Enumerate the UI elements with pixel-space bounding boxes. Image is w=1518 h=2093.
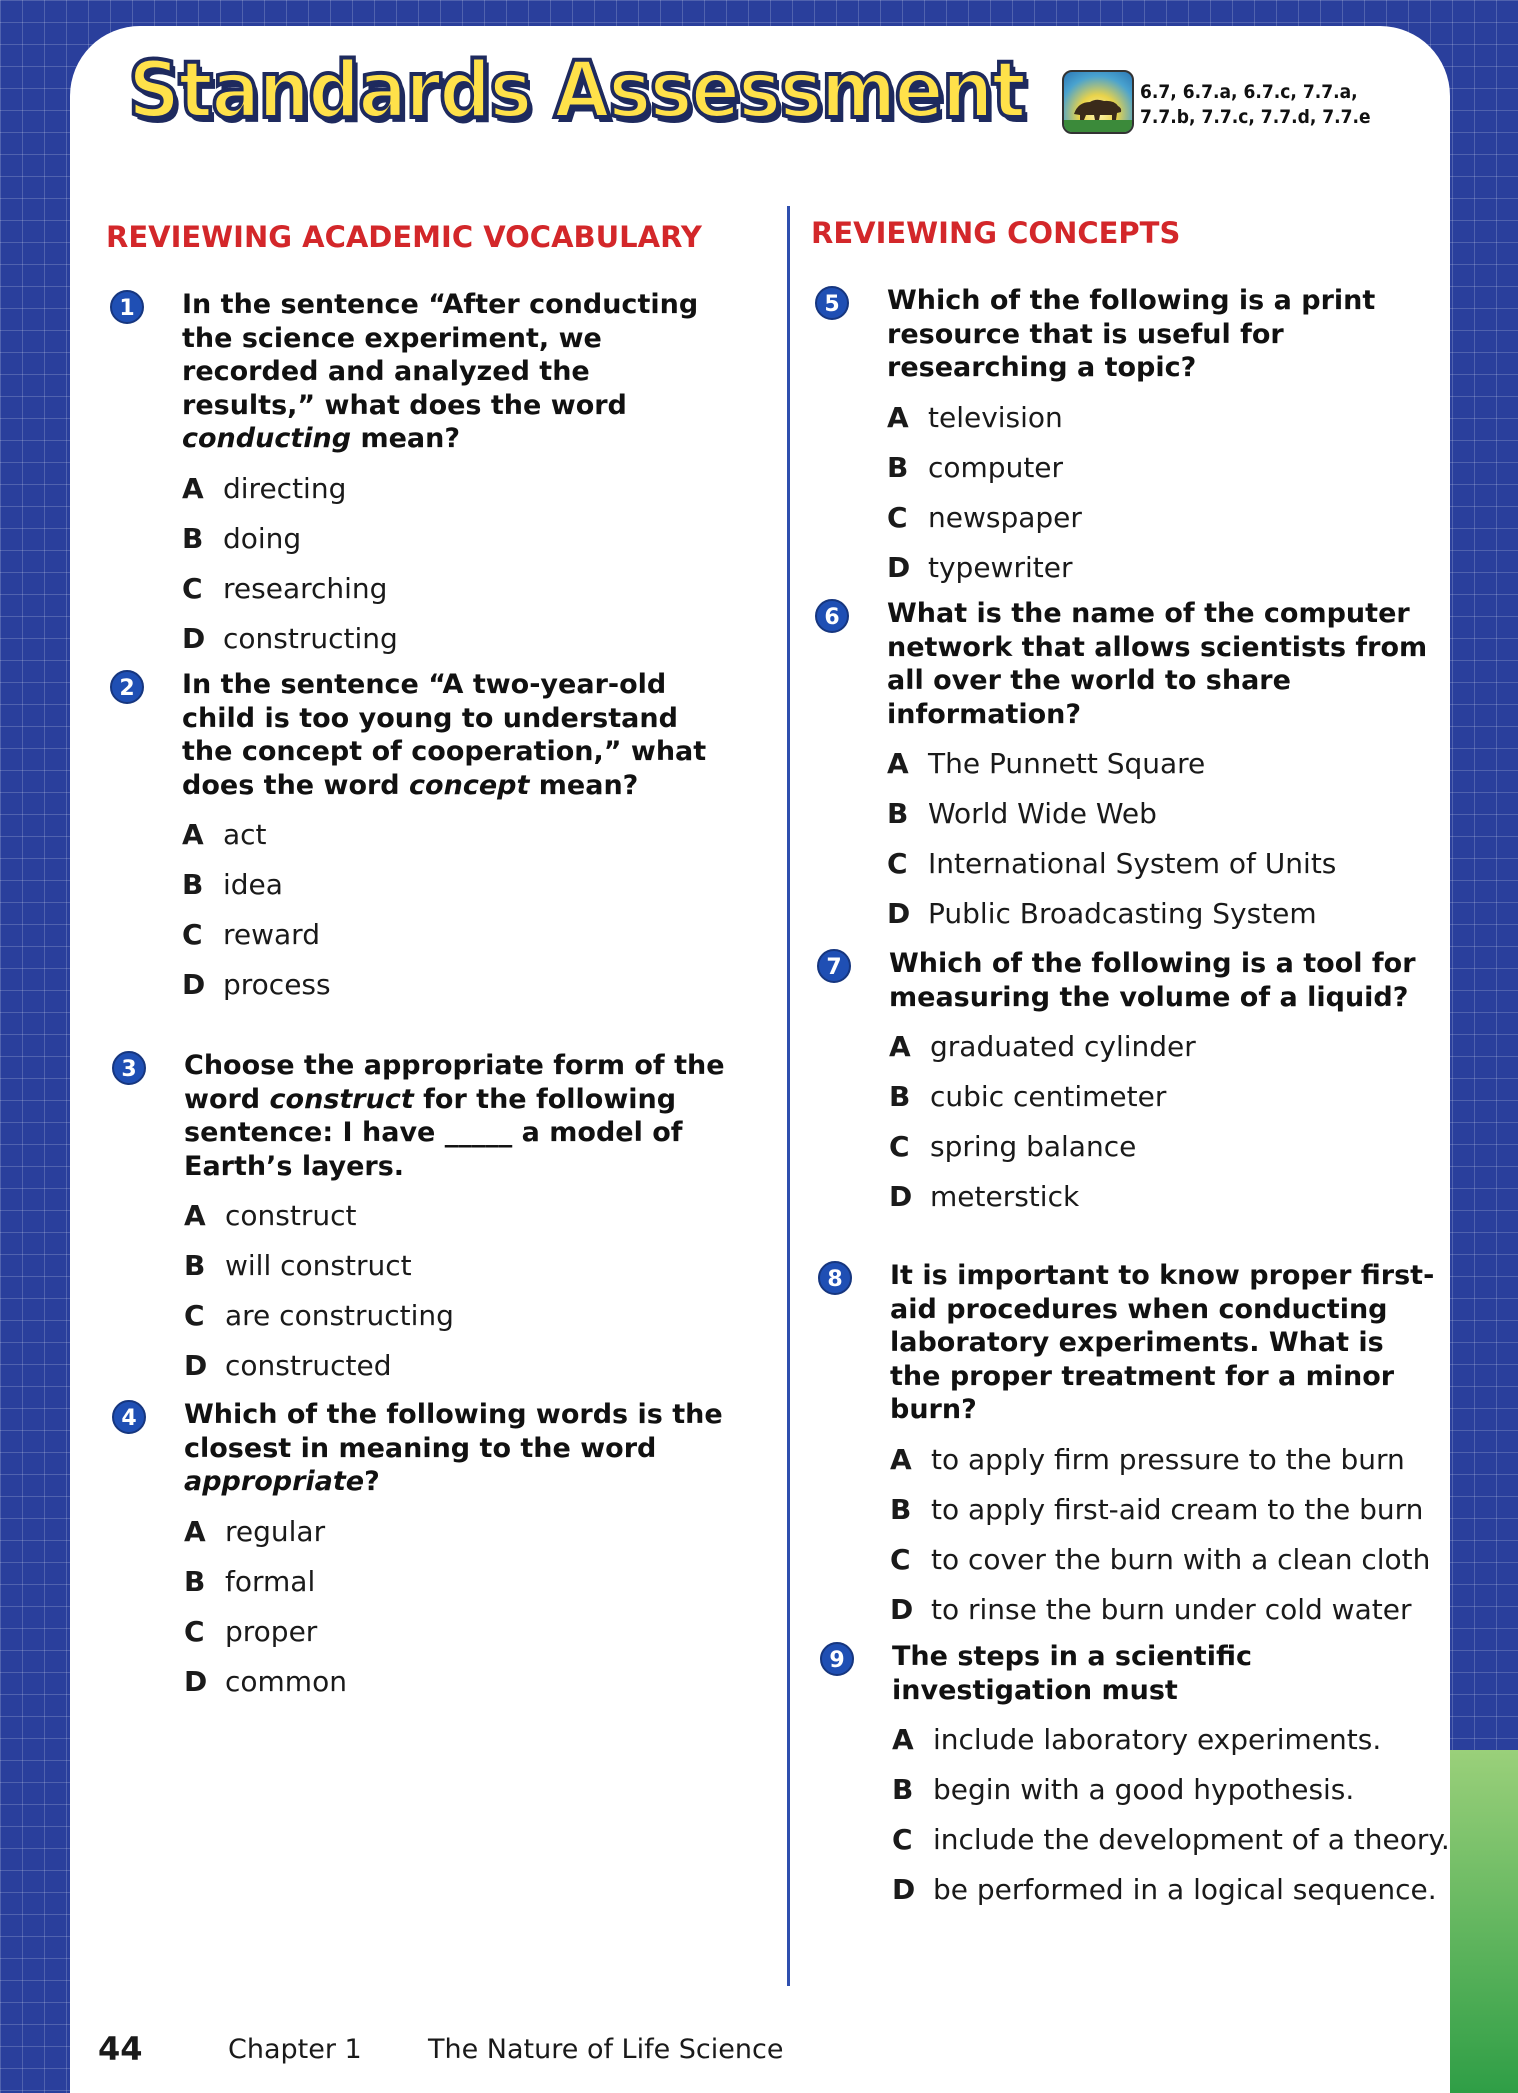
- page-number: 44: [98, 2030, 143, 2068]
- concepts-heading: REVIEWING CONCEPTS: [811, 216, 1181, 250]
- question-text: In the sentence “After conducting the science experiment, we recorded and analyzed the results,” what does the word conducting mean?: [182, 289, 699, 454]
- answer-choice[interactable]: C researching: [182, 571, 388, 605]
- question-text: It is important to know proper first-aid procedures when conducting laboratory experiments. What is the proper treatment for a minor burn?: [890, 1260, 1435, 1425]
- california-bear-icon: [1062, 70, 1134, 134]
- answer-choice[interactable]: B doing: [182, 521, 302, 555]
- answer-choice[interactable]: D process: [182, 968, 331, 1001]
- question-key-word: appropriate: [184, 1466, 365, 1497]
- answer-choice[interactable]: D be performed in a logical sequence.: [892, 1873, 1437, 1906]
- answer-choice[interactable]: D to rinse the burn under cold water: [890, 1592, 1412, 1626]
- answer-choice[interactable]: C proper: [184, 1614, 318, 1648]
- question-text: The steps in a scientific investigation must: [892, 1641, 1252, 1706]
- answer-choice[interactable]: A include laboratory experiments.: [892, 1723, 1382, 1756]
- question-text: Choose the appropriate form of the word construct for the following sentence: I have _____ a model of Earth’s layers.: [184, 1050, 725, 1182]
- answer-choice[interactable]: A regular: [184, 1514, 326, 1548]
- answer-choices: [184, 1191, 732, 1391]
- question-9: [820, 1640, 1450, 1915]
- footer-chapter-title: The Nature of Life Science: [428, 2034, 784, 2065]
- answer-choice[interactable]: C to cover the burn with a clean cloth: [890, 1542, 1431, 1576]
- answer-choices: [889, 1022, 1437, 1222]
- question-number-badge: 1: [110, 290, 144, 324]
- page-title: Standards Assessment: [128, 46, 1025, 136]
- answer-choice[interactable]: D constructing: [182, 621, 398, 655]
- answer-choice[interactable]: B begin with a good hypothesis.: [892, 1773, 1355, 1806]
- question-text: In the sentence “A two-year-old child is too young to understand the concept of cooperation,” what does the word concept mean?: [182, 669, 707, 801]
- answer-choice[interactable]: C reward: [182, 918, 320, 951]
- answer-choices: [892, 1715, 1450, 1915]
- question-text: What is the name of the computer network that allows scientists from all over the world to share information?: [887, 598, 1428, 730]
- answer-choice[interactable]: B computer: [887, 450, 1064, 484]
- answer-choice[interactable]: B to apply first-aid cream to the burn: [890, 1492, 1424, 1526]
- answer-choice[interactable]: C newspaper: [887, 500, 1082, 534]
- answer-choices: [182, 464, 730, 664]
- answer-choices: [890, 1435, 1438, 1635]
- answer-choices: [184, 1507, 732, 1707]
- question-number-badge: 4: [112, 1400, 146, 1434]
- answer-choice[interactable]: D meterstick: [889, 1180, 1080, 1213]
- question-6: [815, 597, 1435, 939]
- standards-codes: [1140, 80, 1380, 130]
- answer-choices: [887, 739, 1435, 939]
- answer-choice[interactable]: C include the development of a theory.: [892, 1823, 1450, 1856]
- answer-choice[interactable]: A directing: [182, 471, 347, 505]
- question-2: [110, 668, 730, 1010]
- answer-choice[interactable]: D Public Broadcasting System: [887, 897, 1317, 930]
- question-number-badge: 2: [110, 670, 144, 704]
- answer-choices: [182, 810, 730, 1010]
- answer-choice[interactable]: B World Wide Web: [887, 797, 1157, 830]
- standards-line-1: 6.7, 6.7.a, 6.7.c, 7.7.a,: [1140, 81, 1358, 103]
- question-number-badge: 3: [112, 1051, 146, 1085]
- answer-choice[interactable]: D common: [184, 1664, 347, 1698]
- question-number-badge: 6: [815, 599, 849, 633]
- answer-choice[interactable]: A graduated cylinder: [889, 1030, 1196, 1063]
- page-edge-decoration: [1440, 1750, 1518, 2093]
- question-7: [817, 947, 1437, 1222]
- answer-choice[interactable]: A The Punnett Square: [887, 747, 1206, 780]
- answer-choice[interactable]: B cubic centimeter: [889, 1080, 1167, 1113]
- answer-choice[interactable]: D typewriter: [887, 550, 1073, 584]
- answer-choice[interactable]: C International System of Units: [887, 847, 1337, 880]
- question-text: Which of the following is a tool for measuring the volume of a liquid?: [889, 948, 1416, 1013]
- answer-choice[interactable]: B formal: [184, 1564, 316, 1598]
- answer-choice[interactable]: C are constructing: [184, 1299, 454, 1332]
- question-4: [112, 1398, 732, 1707]
- footer-chapter-label: Chapter 1: [228, 2034, 362, 2065]
- answer-choice[interactable]: A act: [182, 818, 267, 851]
- answer-choice[interactable]: A construct: [184, 1199, 357, 1232]
- answer-choice[interactable]: D constructed: [184, 1349, 392, 1382]
- question-key-word: conducting: [182, 423, 352, 454]
- answer-choice[interactable]: C spring balance: [889, 1130, 1137, 1163]
- answer-choice[interactable]: A to apply firm pressure to the burn: [890, 1442, 1405, 1476]
- answer-choices: [887, 393, 1435, 593]
- question-key-word: concept: [409, 769, 530, 801]
- column-divider: [787, 206, 790, 1986]
- question-number-badge: 9: [820, 1642, 854, 1676]
- question-number-badge: 5: [815, 286, 849, 320]
- answer-choice[interactable]: B idea: [182, 868, 283, 901]
- question-text: Which of the following words is the closest in meaning to the word appropriate?: [184, 1399, 723, 1497]
- question-text: Which of the following is a print resource that is useful for researching a topic?: [887, 285, 1376, 383]
- question-1: [110, 288, 730, 664]
- vocabulary-heading: REVIEWING ACADEMIC VOCABULARY: [106, 220, 702, 254]
- question-5: [815, 284, 1435, 593]
- question-number-badge: 8: [818, 1261, 852, 1295]
- question-number-badge: 7: [817, 949, 851, 983]
- question-3: [112, 1049, 732, 1391]
- standards-line-2: 7.7.b, 7.7.c, 7.7.d, 7.7.e: [1140, 106, 1371, 128]
- answer-choice[interactable]: B will construct: [184, 1249, 412, 1282]
- question-8: [818, 1259, 1438, 1635]
- question-key-word: construct: [269, 1083, 414, 1115]
- answer-choice[interactable]: A television: [887, 400, 1063, 434]
